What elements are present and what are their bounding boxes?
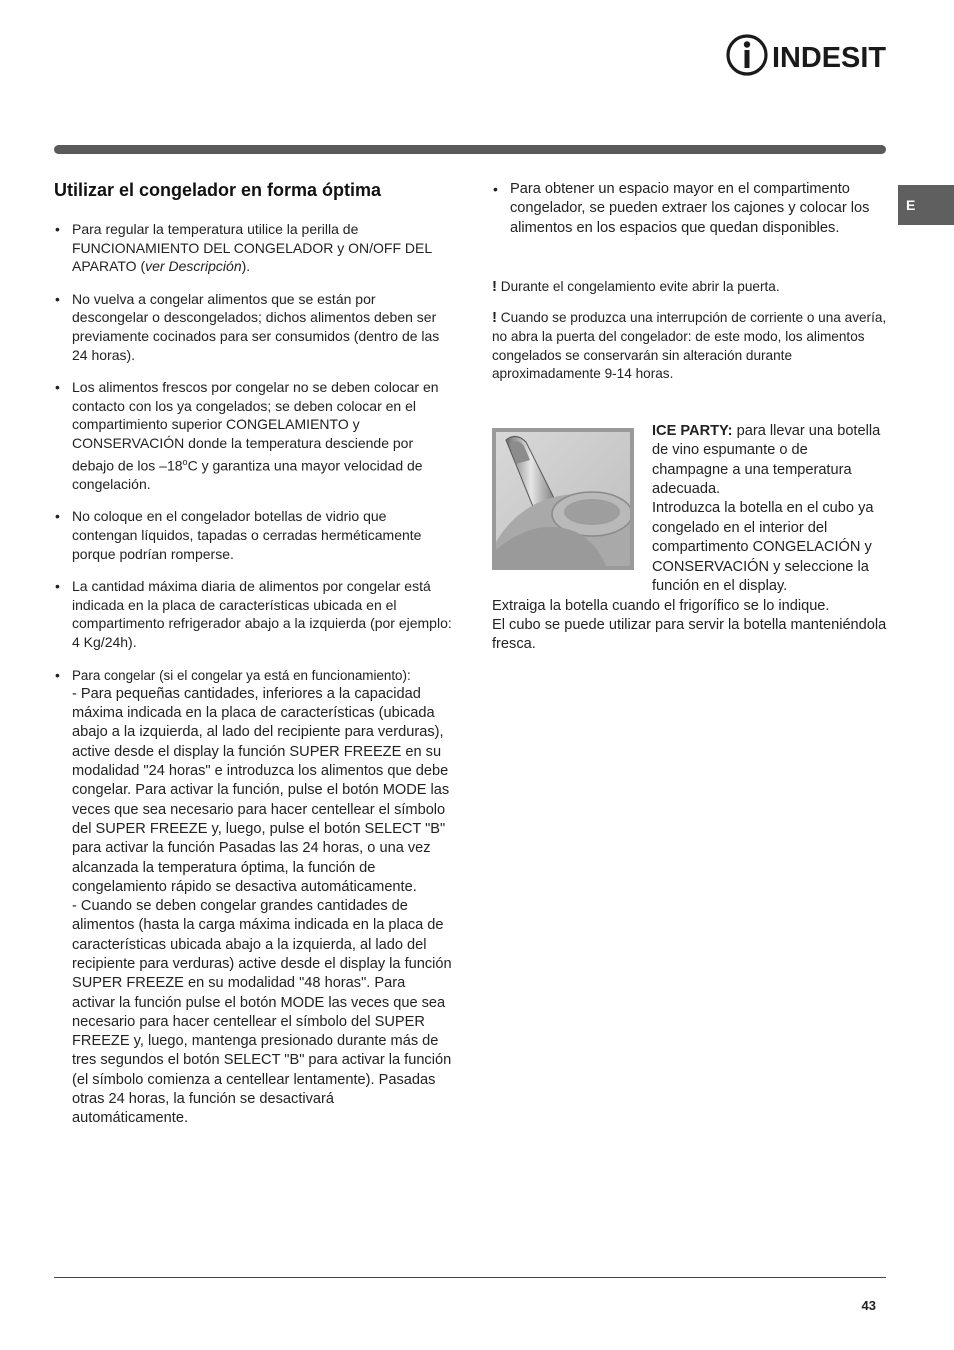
- logo-wordmark: INDESIT: [772, 42, 887, 74]
- tips-list-right: [492, 180, 887, 238]
- right-column: [492, 180, 887, 655]
- ice-party-section: [492, 422, 887, 655]
- bullet-icon: •: [55, 290, 60, 307]
- list-item: • Los alimentos frescos por congelar no se deben colocar en contacto con los ya congelados; se deben colocar en el compartimiento superior CONGELAMIENTO y CONSERVACIÓN donde la temperatura desciende por debajo de los –18$^o$C y garantiza una mayor velocidad de congelación.: [55, 379, 439, 492]
- indesit-logo-icon: [726, 33, 888, 77]
- warning-note: ! Durante el congelamiento evite abrir la puerta.: [492, 277, 780, 295]
- list-item: • La cantidad máxima diaria de alimentos por congelar está indicada en la placa de características ubicada en el compartimento refrigerador abajo a la izquierda (por ejemplo: 4 Kg/24h).: [55, 578, 452, 650]
- brand-logo: [726, 33, 888, 77]
- bullet-icon: •: [55, 666, 60, 683]
- ice-party-text: ICE PARTY: para llevar una botella de vino espumante o de champagne a una temperatura adecuada. Introduzca la botella en el cubo ya congelado en el interior del compartimento CONGELACIÓN y CONSERVACIÓN y seleccione la función en el display.: [652, 422, 881, 595]
- list-item: • No coloque en el congelador botellas de vidrio que contengan líquidos, tapadas o cerradas herméticamente porque podrían romperse.: [55, 508, 422, 562]
- section-title: Utilizar el congelador en forma óptima: [54, 180, 382, 200]
- bullet-icon: •: [55, 578, 60, 595]
- list-item: • Para congelar (si el congelar ya está en funcionamiento): - Para pequeñas cantidades, inferiores a la capacidad máxima indicada en la placa de características (ubicada abajo a la izquierda, al lado del recipiente para verduras), active desde el display la función SUPER FREEZE en su modalidad "24 horas" e introduzca los alimentos que debe congelar. Para activar la función, pulse el botón MODE las veces que sea necesario para hacer centellear el símbolo del SUPER FREEZE y, luego, pulse el botón SELECT "B" para activar la función Pasadas las 24 horas, o una vez alcanzada la temperatura óptima, la función de congelamiento rápido se desactiva automáticamente. - Cuando se deben congelar grandes cantidades de alimentos (hasta la carga máxima indicada en la placa de características ubicada abajo a la izquierda, al lado del recipiente para verduras) active desde el display la función SUPER FREEZE en su modalidad "48 horas". Para activar la función pulse el botón MODE las veces que sea necesario para hacer centellear el símbolo del SUPER FREEZE y, luego, mantenga presionado durante más de tres segundos el botón SELECT "B" para activar la función (el símbolo comienza a centellear lentamente). Pasadas otras 24 horas, la función se desactivará automáticamente.: [55, 666, 452, 1127]
- champagne-bottle-icon: [496, 432, 630, 566]
- language-tab: E: [898, 185, 954, 225]
- exclamation-icon: !: [492, 277, 497, 295]
- list-item: • Para regular la temperatura utilice la perilla de FUNCIONAMIENTO DEL CONGELADOR y ON/OFF DEL APARATO (ver Descripción).: [55, 221, 432, 275]
- exclamation-icon: !: [492, 309, 497, 327]
- bottle-image: [492, 428, 634, 570]
- ice-party-tail: Extraiga la botella cuando el frigorífico se lo indique. El cubo se puede utilizar para servir la botella manteniéndola fresca.: [492, 597, 887, 653]
- bottom-divider: [54, 1277, 886, 1278]
- left-column: [54, 178, 452, 1143]
- bullet-icon: •: [55, 379, 60, 396]
- page-number: 43: [861, 1298, 876, 1313]
- bullet-icon: •: [493, 181, 498, 197]
- tips-list: [54, 220, 452, 1129]
- list-item: • No vuelva a congelar alimentos que se están por descongelar o descongelados; dichos alimentos deben ser previamente cocinados para ser consumidos (dentro de las 24 horas).: [55, 290, 440, 363]
- warning-note: ! Cuando se produzca una interrupción de corriente o una avería, no abra la puerta del congelador: de este modo, los alimentos congelados se conservarán sin alteración durante aproximadamente 9-14 horas.: [492, 309, 887, 382]
- list-item: • Para obtener un espacio mayor en el compartimento congelador, se pueden extraer los cajones y colocar los alimentos en los espacios que quedan disponibles.: [493, 181, 870, 236]
- bullet-icon: •: [55, 221, 60, 237]
- bullet-icon: •: [55, 508, 60, 525]
- top-divider: [54, 145, 886, 154]
